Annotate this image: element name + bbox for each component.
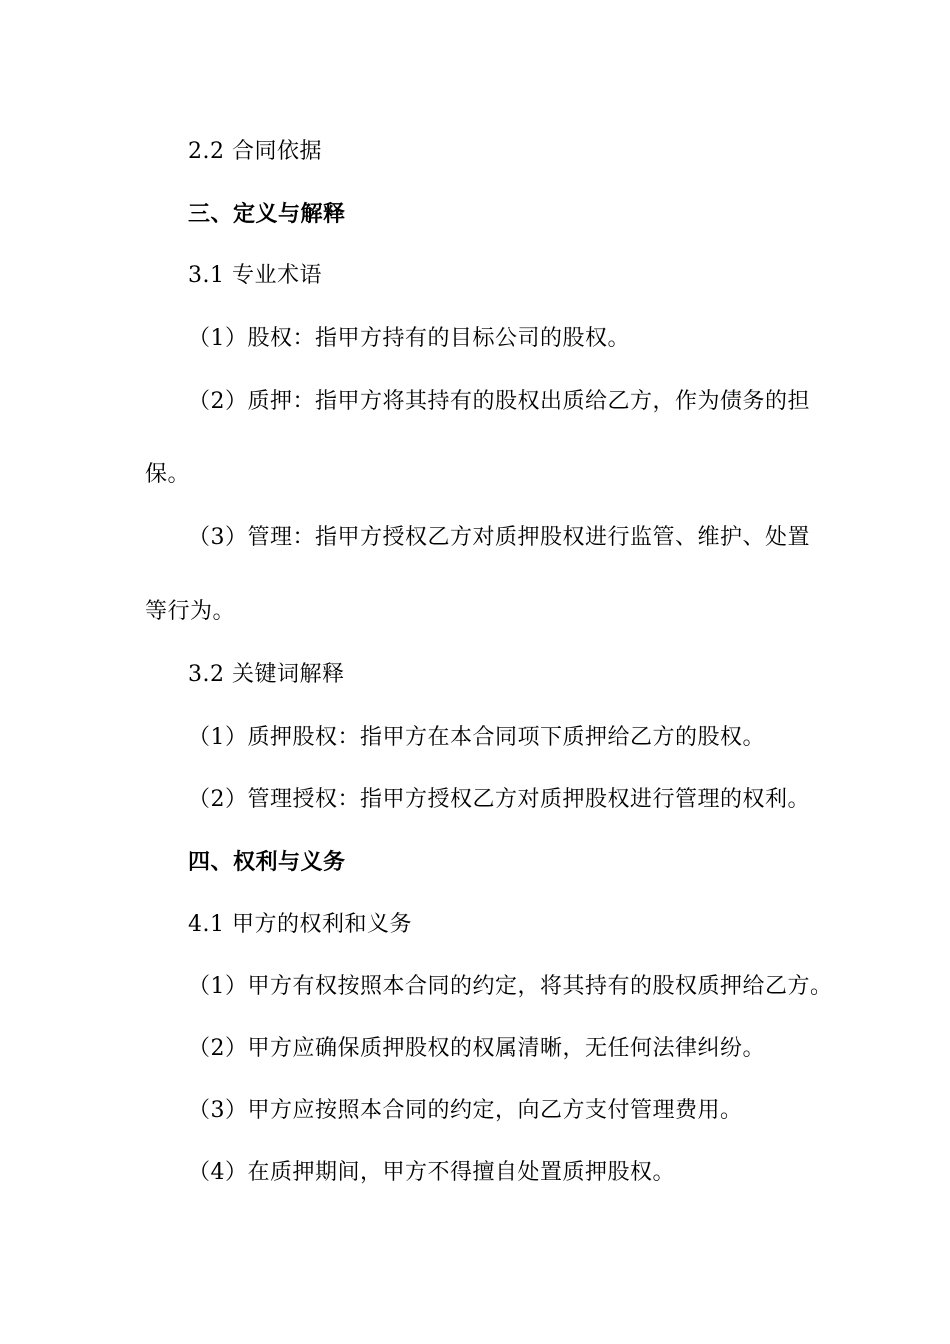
paragraph-line: 保。 (145, 462, 191, 487)
paragraph-line: （2）管理授权：指甲方授权乙方对质押股权进行管理的权利。 (188, 787, 810, 812)
paragraph-line: （1）质押股权：指甲方在本合同项下质押给乙方的股权。 (188, 725, 765, 750)
paragraph-line: （2）质押：指甲方将其持有的股权出质给乙方，作为债务的担 (188, 389, 810, 414)
paragraph-line: （3）甲方应按照本合同的约定，向乙方支付管理费用。 (188, 1098, 743, 1123)
paragraph-line: （4）在质押期间，甲方不得擅自处置质押股权。 (188, 1160, 675, 1185)
paragraph-line: （1）甲方有权按照本合同的约定，将其持有的股权质押给乙方。 (188, 974, 833, 999)
chapter-heading: 三、定义与解释 (188, 201, 346, 227)
paragraph-line: （3）管理：指甲方授权乙方对质押股权进行监管、维护、处置 (188, 525, 810, 550)
section-heading: 2.2 合同依据 (188, 139, 322, 164)
section-heading: 4.1 甲方的权利和义务 (188, 912, 412, 937)
paragraph-line: （2）甲方应确保质押股权的权属清晰，无任何法律纠纷。 (188, 1036, 765, 1061)
chapter-heading: 四、权利与义务 (188, 849, 346, 875)
section-heading: 3.2 关键词解释 (188, 662, 345, 687)
paragraph-line: 等行为。 (145, 599, 236, 624)
paragraph-line: （1）股权：指甲方持有的目标公司的股权。 (188, 326, 630, 351)
section-heading: 3.1 专业术语 (188, 263, 322, 288)
